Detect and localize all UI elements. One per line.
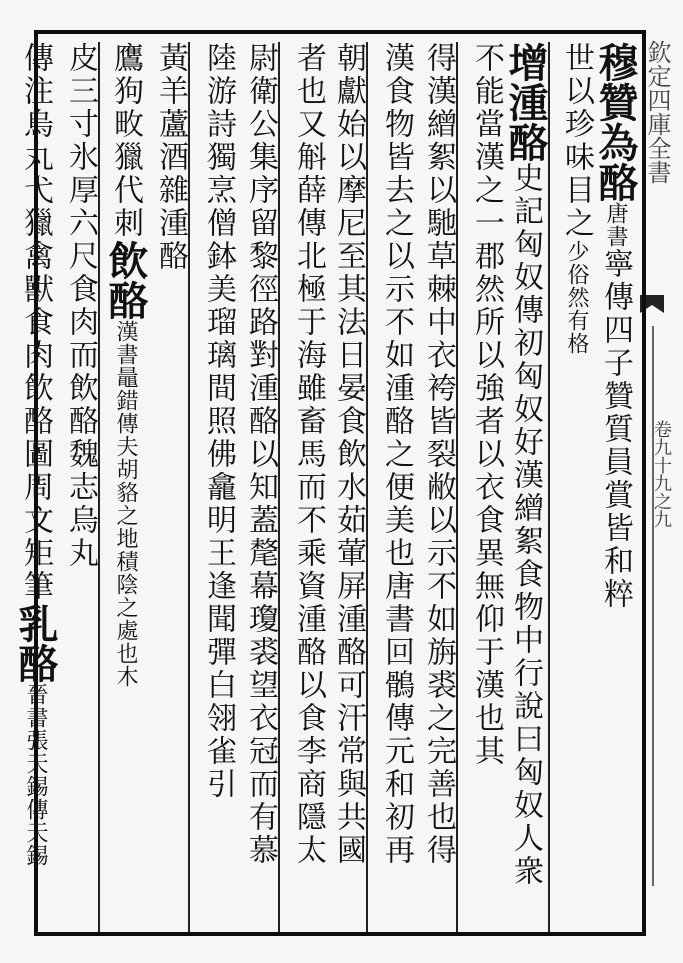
column-small-text: 少俗然有格 [564,240,589,355]
column-text: 傳注烏丸弋獵禽獸食肉飲酪圖周文矩筆 [18,42,53,603]
source-note: 晉書張天錫傳天錫 [23,683,48,867]
text-column-11 [150,42,190,922]
text-column-6 [376,42,416,922]
text-column-10 [198,42,238,922]
column-text: 世以珍味目之 [559,42,594,240]
column-text: 不能當漢之一郡然所以強者以衣食異無仰于漢也其 [469,42,504,768]
text-column-4 [466,42,506,922]
column-text: 尉衛公集序留黎徑路對湩酪以知蓋氂幕瓊裘望衣冠而有慕 [243,42,278,867]
column-text: 鷹狗畋獵代刺 [108,42,143,240]
text-column-12 [102,42,149,922]
margin-divider [652,326,654,886]
column-rule [548,42,550,932]
text-column-9 [240,42,280,922]
margin-volume: 卷九十九之九 [651,420,672,528]
column-text: 得漢繒絮以馳草棘中衣袴皆裂敝以示不如旃裘之完善也得 [421,42,456,867]
text-column-13 [60,42,100,922]
column-text: 陸游詩獨烹僧鉢美瑠璃間照佛龕明王逢聞彈白翎雀引 [201,42,236,801]
column-text: 朝獻始以摩尼至其法日晏食飲水茹葷屏湩酪可汗常與共國 [331,42,366,867]
entry-heading-zeng-dong-lao: 增湩酪 [502,42,549,162]
text-column-14 [12,42,59,922]
entry-heading-ru-lao: 乳酪 [12,603,59,683]
column-text: 寧傳四子贊質員賞皆和粹 [598,248,633,611]
text-column-7 [328,42,368,922]
entry-heading-mu-zan: 穆贊為酪 [592,42,639,202]
source-note: 漢書鼂錯傳夫胡貉之地積陰之處也木 [113,320,138,688]
text-column-8 [288,42,328,922]
source-note: 唐書 [603,202,628,248]
column-text: 史記匈奴傳初匈奴好漢繒絮食物中行說曰匈奴人衆 [508,162,543,888]
column-text: 漢食物皆去之以示不如湩酪之便美也唐書回鶻傳元和初再 [379,42,414,867]
column-text: 皮三寸氷厚六尺食肉而飲酪魏志烏丸 [63,42,98,570]
column-text: 黃羊蘆酒雜湩酪 [153,42,188,273]
text-column-2 [556,42,596,922]
text-column-3 [502,42,549,922]
text-column-5 [418,42,458,922]
text-column-1 [592,42,639,922]
margin-title: 欽定四庫全書 [643,40,671,184]
entry-heading-yin-lao: 飲酪 [102,240,149,320]
column-text: 者也又斛薛傳北極于海雖畜馬而不乘資湩酪以食李商隱太 [291,42,326,867]
